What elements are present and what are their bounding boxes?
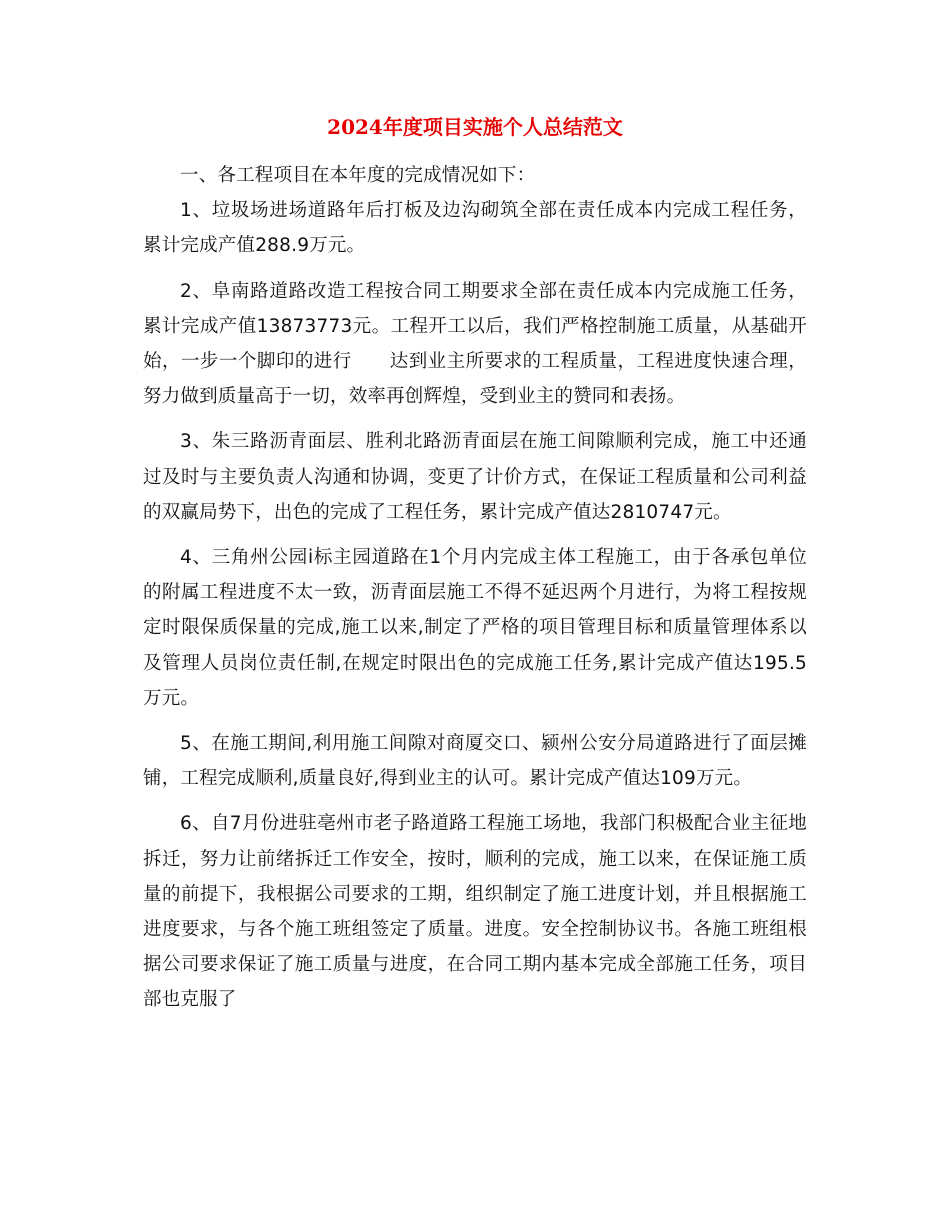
paragraph-item-5: 5、在施工期间,利用施工间隙对商厦交口、颍州公安分局道路进行了面层摊铺，工程完成顺利,质量良好,得到业主的认可。累计完成产值达109万元。 xyxy=(143,733,807,790)
document-body xyxy=(143,158,807,1028)
section-heading: 一、各工程项目在本年度的完成情况如下： xyxy=(180,165,536,186)
paragraph-item-3: 3、朱三路沥青面层、胜利北路沥青面层在施工间隙顺利完成，施工中还通过及时与主要负责人沟通和协调，变更了计价方式，在保证工程质量和公司利益的双赢局势下，出色的完成了工程任务，累计完成产值达2810747元。 xyxy=(143,431,807,523)
paragraph-item-2: 2、阜南路道路改造工程按合同工期要求全部在责任成本内完成施工任务，累计完成产值13873773元。工程开工以后，我们严格控制施工质量，从基础开始，一步一个脚印的进行 达到业主所要求的工程质量，工程进度快速合理，努力做到质量高于一切，效率再创辉煌，受到业主的赞同和表扬。 xyxy=(143,280,807,408)
paragraph-item-4: 4、三角州公园ⅰ标主园道路在1个月内完成主体工程施工，由于各承包单位的附属工程进度不太一致，沥青面层施工不得不延迟两个月进行，为将工程按规定时限保质保量的完成,施工以来,制定了严格的项目管理目标和质量管理体系以及管理人员岗位责任制,在规定时限出色的完成施工任务,累计完成产值达195.5万元。 xyxy=(143,547,807,709)
paragraph-item-1: 1、垃圾场进场道路年后打板及边沟砌筑全部在责任成本内完成工程任务，累计完成产值288.9万元。 xyxy=(143,200,807,257)
document-title: 2024年度项目实施个人总结范文 xyxy=(327,115,623,139)
paragraph-item-6: 6、自7月份进驻亳州市老子路道路工程施工场地，我部门积极配合业主征地拆迁，努力让前绪拆迁工作安全，按时，顺利的完成，施工以来，在保证施工质量的前提下，我根据公司要求的工期，组织制定了施工进度计划，并且根据施工进度要求，与各个施工班组签定了质量。进度。安全控制协议书。各施工班组根据公司要求保证了施工质量与进度，在合同工期内基本完成全部施工任务，项目部也克服了 xyxy=(143,813,807,1011)
